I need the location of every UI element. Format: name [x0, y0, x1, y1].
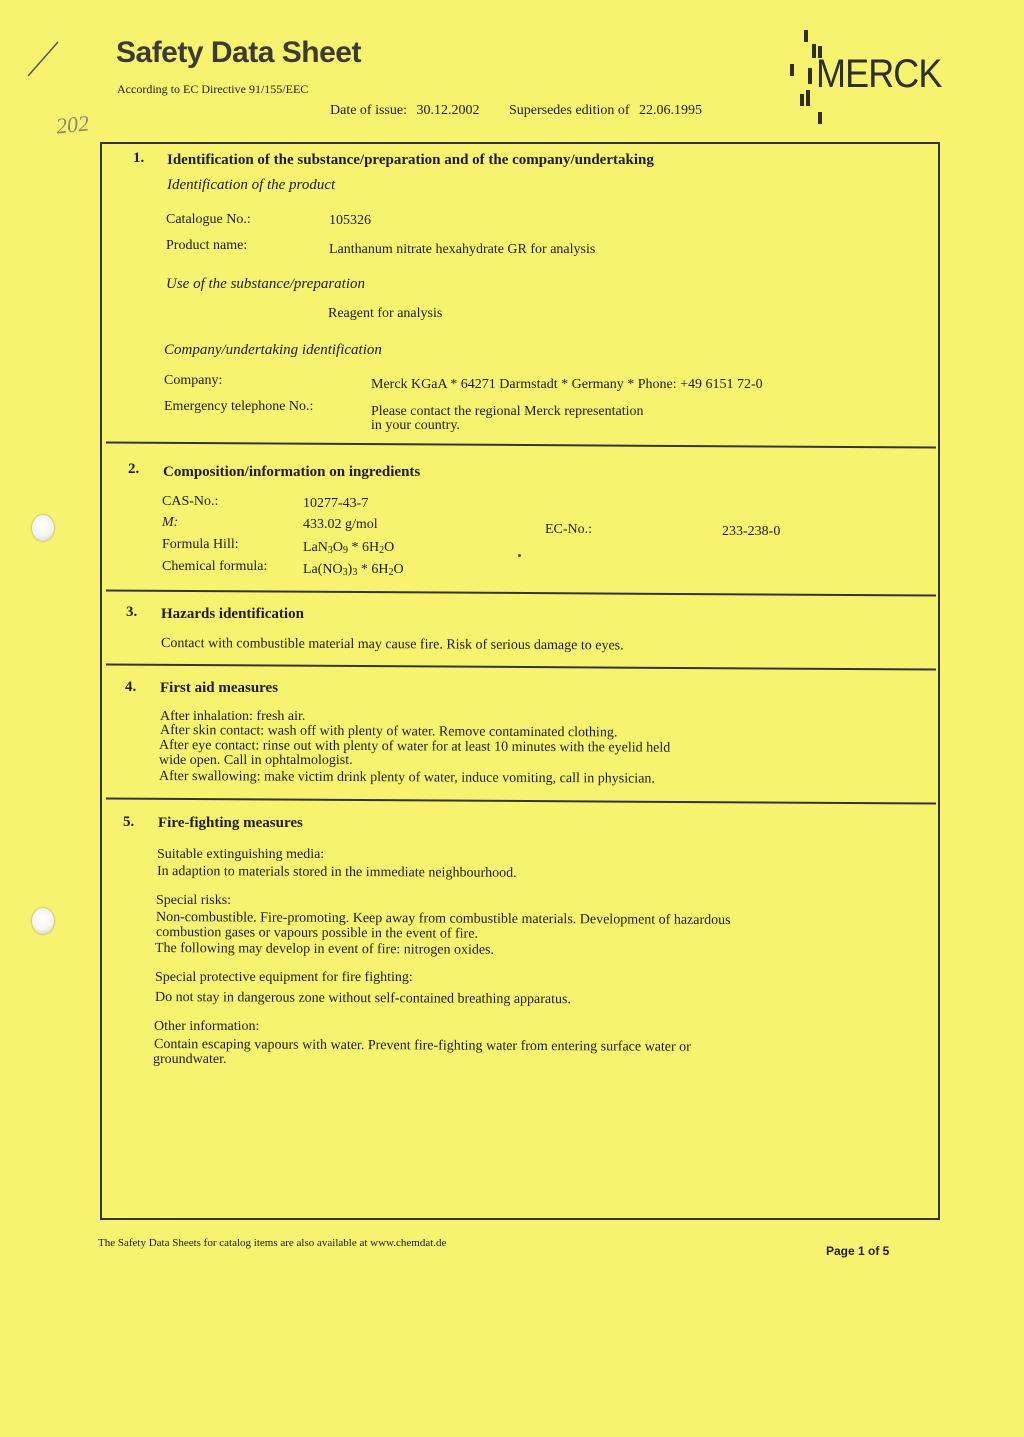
- other-information-line-2: groundwater.: [153, 1052, 227, 1067]
- product-name-value: Lanthanum nitrate hexahydrate GR for analysis: [329, 242, 596, 257]
- catalogue-label: Catalogue No.:: [166, 212, 251, 227]
- supersedes-value: 22.06.1995: [639, 103, 703, 118]
- section-1-number: 1.: [133, 150, 145, 166]
- first-aid-line-5: After swallowing: make victim drink plenty of water, induce vomiting, call in physician.: [158, 769, 655, 787]
- first-aid-line-2: After skin contact: wash off with plenty of water. Remove contaminated clothing.: [159, 723, 618, 741]
- ec-value: 233-238-0: [722, 524, 781, 539]
- other-information-line-1: Contain escaping vapours with water. Prevent fire-fighting water from entering surface water or: [153, 1037, 691, 1055]
- directive-reference: According to EC Directive 91/155/EEC: [117, 82, 309, 96]
- emergency-line-1: Please contact the regional Merck representation: [371, 404, 644, 419]
- section-5-number: 5.: [123, 814, 135, 830]
- document-title: Safety Data Sheet: [116, 36, 361, 69]
- page-number: Page 1 of 5: [826, 1244, 890, 1258]
- use-subheading: Use of the substance/preparation: [166, 276, 366, 292]
- handwritten-slash-mark: [22, 40, 62, 80]
- merck-logo-text: MERCK: [816, 52, 942, 96]
- section-5-heading: Fire-fighting measures: [158, 815, 303, 831]
- other-information-label: Other information:: [154, 1019, 260, 1034]
- protective-equipment-text: Do not stay in dangerous zone without self-contained breathing apparatus.: [154, 990, 572, 1008]
- date-of-issue-value: 30.12.2002: [416, 103, 480, 118]
- product-identification-subheading: Identification of the product: [167, 177, 336, 193]
- catalogue-value: 105326: [329, 213, 371, 228]
- supersedes-label: Supersedes edition of: [508, 103, 630, 118]
- first-aid-line-3: After eye contact: rinse out with plenty of water for at least 10 minutes with the eyelid held: [158, 738, 671, 756]
- molar-mass-value: 433.02 g/mol: [303, 517, 378, 532]
- company-label: Company:: [164, 373, 223, 388]
- speck: [518, 554, 521, 557]
- formula-hill-label: Formula Hill:: [162, 537, 239, 552]
- handwritten-page-number: 202: [54, 110, 91, 139]
- section-3-heading: Hazards identification: [161, 606, 304, 622]
- special-risks-line-3: The following may develop in event of fire: nitrogen oxides.: [154, 941, 495, 958]
- special-risks-line-1: Non-combustible. Fire-promoting. Keep away from combustible materials. Development of hazardous: [155, 910, 731, 929]
- section-4-number: 4.: [125, 679, 137, 695]
- first-aid-line-1: After inhalation: fresh air.: [160, 709, 306, 724]
- company-subheading: Company/undertaking identification: [164, 342, 382, 358]
- section-2-number: 2.: [128, 461, 140, 477]
- special-risks-label: Special risks:: [156, 893, 232, 908]
- cas-label: CAS-No.:: [162, 494, 219, 509]
- emergency-label: Emergency telephone No.:: [164, 399, 314, 414]
- ec-label: EC-No.:: [545, 522, 593, 537]
- section-2-heading: Composition/information on ingredients: [163, 464, 421, 480]
- section-3-number: 3.: [126, 604, 138, 620]
- special-risks-line-2: combustion gases or vapours possible in the event of fire.: [155, 925, 478, 942]
- extinguishing-media-label: Suitable extinguishing media:: [157, 847, 325, 862]
- use-value: Reagent for analysis: [328, 306, 443, 321]
- product-name-label: Product name:: [166, 238, 248, 253]
- binder-hole-bottom: [32, 908, 54, 934]
- hazards-text: Contact with combustible material may cause fire. Risk of serious damage to eyes.: [160, 636, 624, 654]
- company-value: Merck KGaA * 64271 Darmstadt * Germany * Phone: +49 6151 72-0: [371, 377, 763, 392]
- chemical-formula-value: $La(NO_3)_3 * 6H_2O$: [303, 562, 404, 578]
- section-4-heading: First aid measures: [160, 680, 279, 696]
- first-aid-line-4: wide open. Call in ophtalmologist.: [159, 753, 353, 768]
- formula-hill-value: $LaN_3O_9 * 6H_2O$: [303, 540, 395, 556]
- binder-hole-top: [32, 515, 54, 541]
- protective-equipment-label: Special protective equipment for fire fighting:: [155, 970, 413, 985]
- extinguishing-media-text: In adaption to materials stored in the immediate neighbourhood.: [156, 864, 517, 881]
- chemical-formula-label: Chemical formula:: [162, 559, 268, 574]
- emergency-line-2: in your country.: [371, 418, 460, 433]
- footer-note: The Safety Data Sheets for catalog items are also available at www.chemdat.de: [98, 1237, 447, 1249]
- issue-info: [330, 103, 708, 119]
- section-1-heading: Identification of the substance/preparation and of the company/undertaking: [167, 152, 654, 168]
- molar-mass-label: M:: [162, 515, 179, 530]
- date-of-issue-label: Date of issue:: [330, 103, 407, 118]
- cas-value: 10277-43-7: [303, 496, 369, 511]
